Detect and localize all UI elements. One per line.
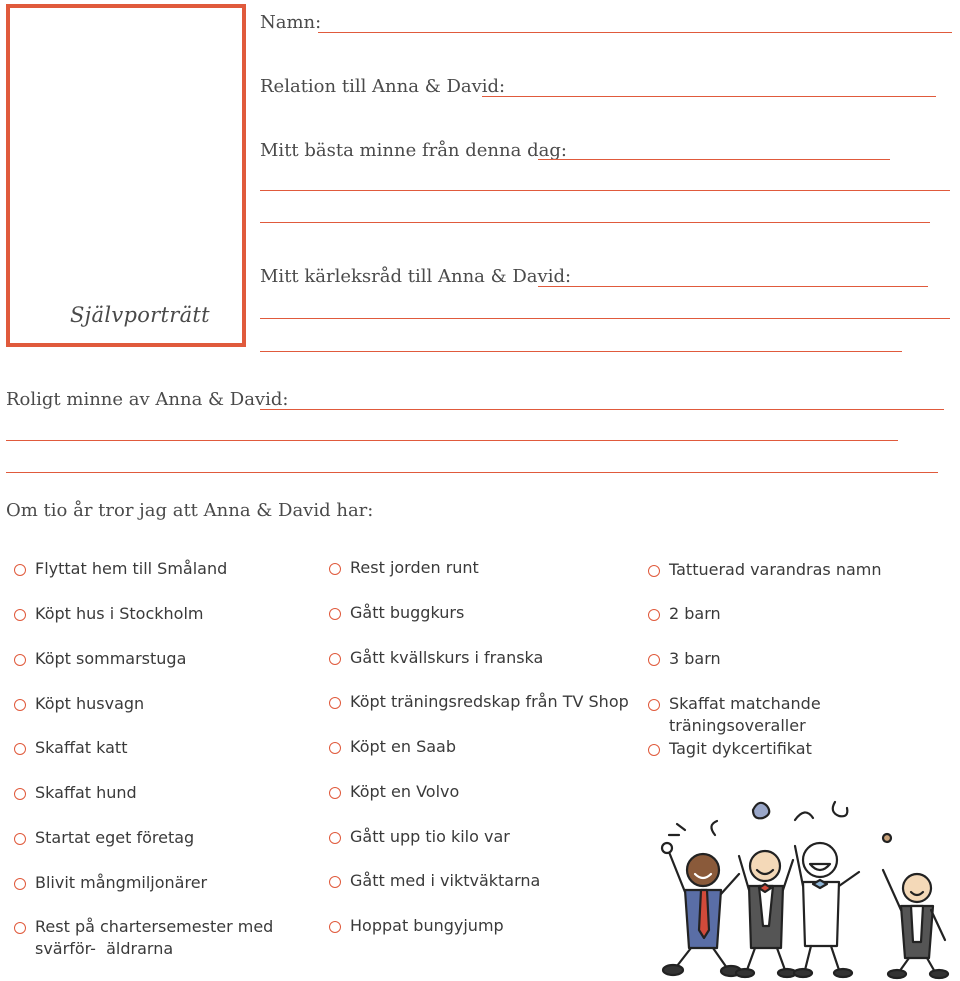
checkbox-circle-icon[interactable] (329, 787, 341, 799)
checkbox-circle-icon[interactable] (329, 921, 341, 933)
option-item[interactable]: Blivit mångmiljonärer (14, 874, 207, 894)
self-portrait-label: Självporträtt (70, 303, 210, 327)
checkbox-circle-icon[interactable] (648, 699, 660, 711)
checkbox-circle-icon[interactable] (329, 563, 341, 575)
checkbox-circle-icon[interactable] (648, 565, 660, 577)
option-item[interactable]: Gått upp tio kilo var (329, 828, 510, 848)
relation-input-line[interactable] (482, 96, 936, 97)
love-advice-label: Mitt kärleksråd till Anna & David: (260, 266, 572, 287)
cartoon-guests-illustration (655, 790, 955, 980)
option-item[interactable]: Skaffat matchande träningsoveraller (648, 695, 960, 737)
checkbox-circle-icon[interactable] (14, 743, 26, 755)
checkbox-circle-icon[interactable] (14, 564, 26, 576)
option-item[interactable]: Tagit dykcertifikat (648, 740, 812, 760)
option-item[interactable]: Köpt husvagn (14, 695, 144, 715)
funny-memory-input-line[interactable] (260, 409, 944, 410)
option-item[interactable]: 2 barn (648, 605, 721, 625)
checkbox-circle-icon[interactable] (14, 699, 26, 711)
option-item[interactable]: Köpt en Volvo (329, 783, 459, 803)
checkbox-circle-icon[interactable] (329, 876, 341, 888)
best-memory-label: Mitt bästa minne från denna dag: (260, 140, 567, 161)
option-item[interactable]: Startat eget företag (14, 829, 194, 849)
option-item[interactable]: Gått buggkurs (329, 604, 464, 624)
best-memory-input-line[interactable] (538, 159, 890, 160)
option-item[interactable]: Gått kvällskurs i franska (329, 649, 543, 669)
option-item[interactable]: Köpt sommarstuga (14, 650, 186, 670)
checkbox-circle-icon[interactable] (14, 654, 26, 666)
name-input-line[interactable] (318, 32, 952, 33)
checkbox-circle-icon[interactable] (329, 653, 341, 665)
funny-memory-label: Roligt minne av Anna & David: (6, 389, 289, 410)
option-item[interactable]: Köpt hus i Stockholm (14, 605, 203, 625)
best-memory-input-line-2[interactable] (260, 190, 950, 191)
checkbox-circle-icon[interactable] (329, 742, 341, 754)
checkbox-circle-icon[interactable] (14, 833, 26, 845)
option-item[interactable]: Tattuerad varandras namn (648, 561, 882, 581)
self-portrait-frame[interactable] (6, 4, 246, 347)
option-item[interactable]: Flyttat hem till Småland (14, 560, 227, 580)
checkbox-circle-icon[interactable] (329, 608, 341, 620)
option-item[interactable]: Rest jorden runt (329, 559, 479, 579)
funny-memory-input-line-2[interactable] (6, 440, 898, 441)
option-item[interactable]: Skaffat hund (14, 784, 137, 804)
option-item[interactable]: Köpt en Saab (329, 738, 456, 758)
best-memory-input-line-3[interactable] (260, 222, 930, 223)
checkbox-circle-icon[interactable] (648, 609, 660, 621)
love-advice-input-line-3[interactable] (260, 351, 902, 352)
option-item[interactable]: Rest på chartersemester med svärför- äldrarna (14, 918, 314, 960)
option-item[interactable]: 3 barn (648, 650, 721, 670)
checkbox-circle-icon[interactable] (648, 654, 660, 666)
option-item[interactable]: Skaffat katt (14, 739, 127, 759)
ten-years-label: Om tio år tror jag att Anna & David har: (6, 500, 374, 521)
checkbox-circle-icon[interactable] (14, 878, 26, 890)
checkbox-circle-icon[interactable] (14, 609, 26, 621)
love-advice-input-line[interactable] (538, 286, 928, 287)
checkbox-circle-icon[interactable] (14, 922, 26, 934)
relation-label: Relation till Anna & David: (260, 76, 506, 97)
love-advice-input-line-2[interactable] (260, 318, 950, 319)
option-item[interactable]: Gått med i viktväktarna (329, 872, 540, 892)
option-item[interactable]: Köpt träningsredskap från TV Shop (329, 693, 629, 713)
name-label: Namn: (260, 12, 322, 33)
option-item[interactable]: Hoppat bungyjump (329, 917, 504, 937)
funny-memory-input-line-3[interactable] (6, 472, 938, 473)
checkbox-circle-icon[interactable] (329, 697, 341, 709)
checkbox-circle-icon[interactable] (648, 744, 660, 756)
checkbox-circle-icon[interactable] (14, 788, 26, 800)
checkbox-circle-icon[interactable] (329, 832, 341, 844)
